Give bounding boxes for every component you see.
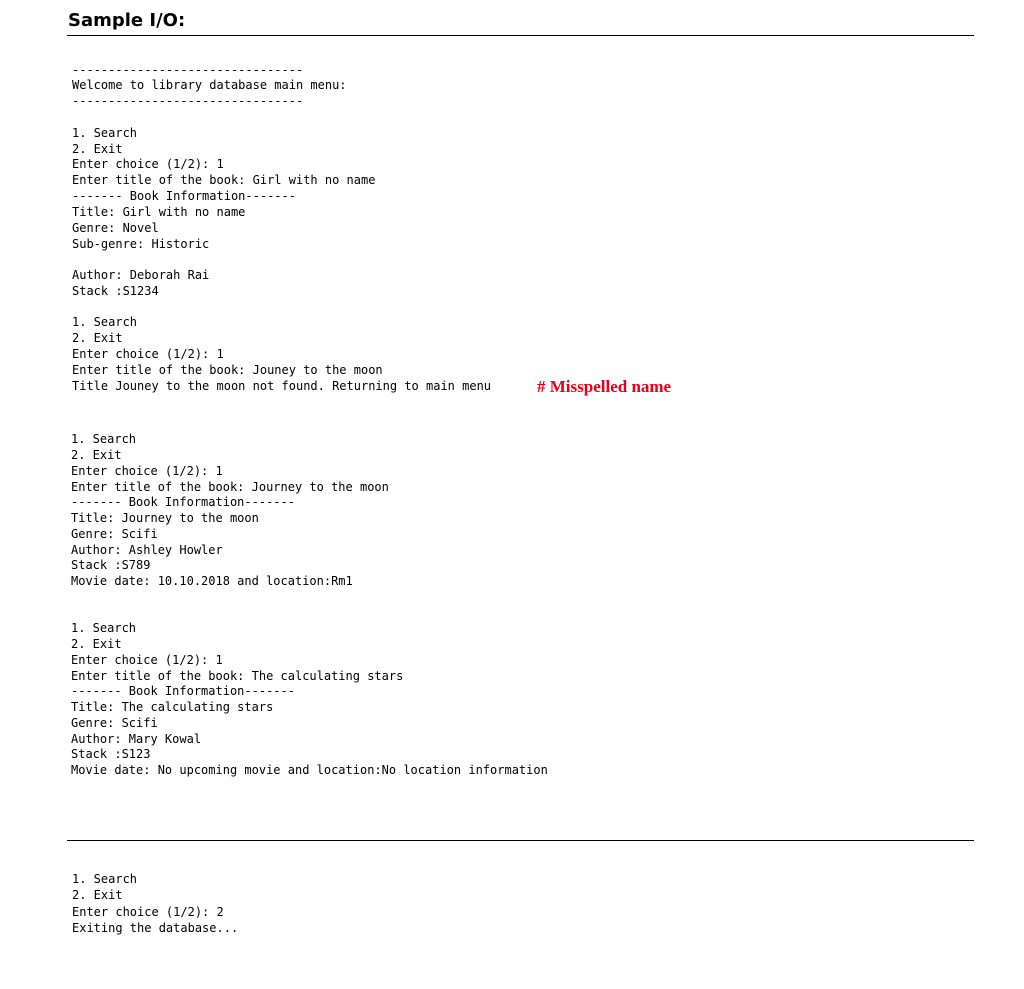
transcript-line: Enter choice (1/2): 2 (72, 905, 224, 919)
transcript-line: Author: Deborah Rai (72, 268, 210, 282)
transcript-line: Enter choice (1/2): 1 (72, 347, 224, 361)
transcript-line: Sub-genre: Historic (72, 237, 210, 251)
transcript-line: 1. Search (71, 432, 137, 446)
transcript-line: Title: Journey to the moon (71, 511, 259, 525)
transcript-line: Enter choice (1/2): 1 (72, 157, 224, 171)
transcript-line: Movie date: No upcoming movie and location:No location information (71, 763, 548, 777)
misspelled-annotation: # Misspelled name (537, 377, 672, 396)
transcript-line: Enter choice (1/2): 1 (71, 653, 223, 667)
transcript-line: 2. Exit (72, 142, 123, 156)
transcript-line: Genre: Scifi (71, 527, 158, 541)
bottom-divider (67, 840, 974, 841)
transcript-line: 2. Exit (71, 448, 122, 462)
transcript-line: Enter title of the book: Jouney to the moon (72, 363, 383, 377)
transcript-line: Genre: Scifi (71, 716, 158, 730)
transcript-line: Title: Girl with no name (72, 205, 246, 219)
transcript-line: 1. Search (72, 872, 138, 886)
transcript-line: Enter choice (1/2): 1 (71, 464, 223, 478)
transcript-line: Movie date: 10.10.2018 and location:Rm1 (71, 574, 353, 588)
transcript-line: Genre: Novel (72, 221, 159, 235)
transcript-line: ------- Book Information------- (71, 495, 295, 509)
transcript-line: -------------------------------- (72, 94, 304, 108)
transcript-line: Enter title of the book: Girl with no name (72, 173, 376, 187)
transcript-line: Stack :S123 (71, 747, 151, 761)
transcript-line: Title Jouney to the moon not found. Returning to main menu (72, 379, 492, 393)
transcript-line: 1. Search (72, 126, 138, 140)
transcript-line: 2. Exit (71, 637, 122, 651)
transcript-line: Author: Mary Kowal (71, 732, 202, 746)
transcript-line: 2. Exit (72, 331, 123, 345)
transcript-line: Enter title of the book: Journey to the moon (71, 480, 389, 494)
transcript-line: 2. Exit (72, 888, 123, 902)
transcript-line: Welcome to library database main menu: (72, 78, 347, 92)
transcript-line: Stack :S1234 (72, 284, 159, 298)
transcript-line: Author: Ashley Howler (71, 543, 223, 557)
top-divider (67, 35, 974, 36)
transcript-line: 1. Search (71, 621, 137, 635)
transcript-line: ------- Book Information------- (72, 189, 296, 203)
page-heading: Sample I/O: (68, 10, 186, 31)
transcript-line: Stack :S789 (71, 558, 151, 572)
transcript-line: Enter title of the book: The calculating stars (71, 669, 404, 683)
transcript-line: ------- Book Information------- (71, 684, 295, 698)
transcript-line: Title: The calculating stars (71, 700, 274, 714)
transcript-line: -------------------------------- (72, 63, 304, 77)
transcript-line: Exiting the database... (72, 921, 239, 935)
transcript-line: 1. Search (72, 315, 138, 329)
